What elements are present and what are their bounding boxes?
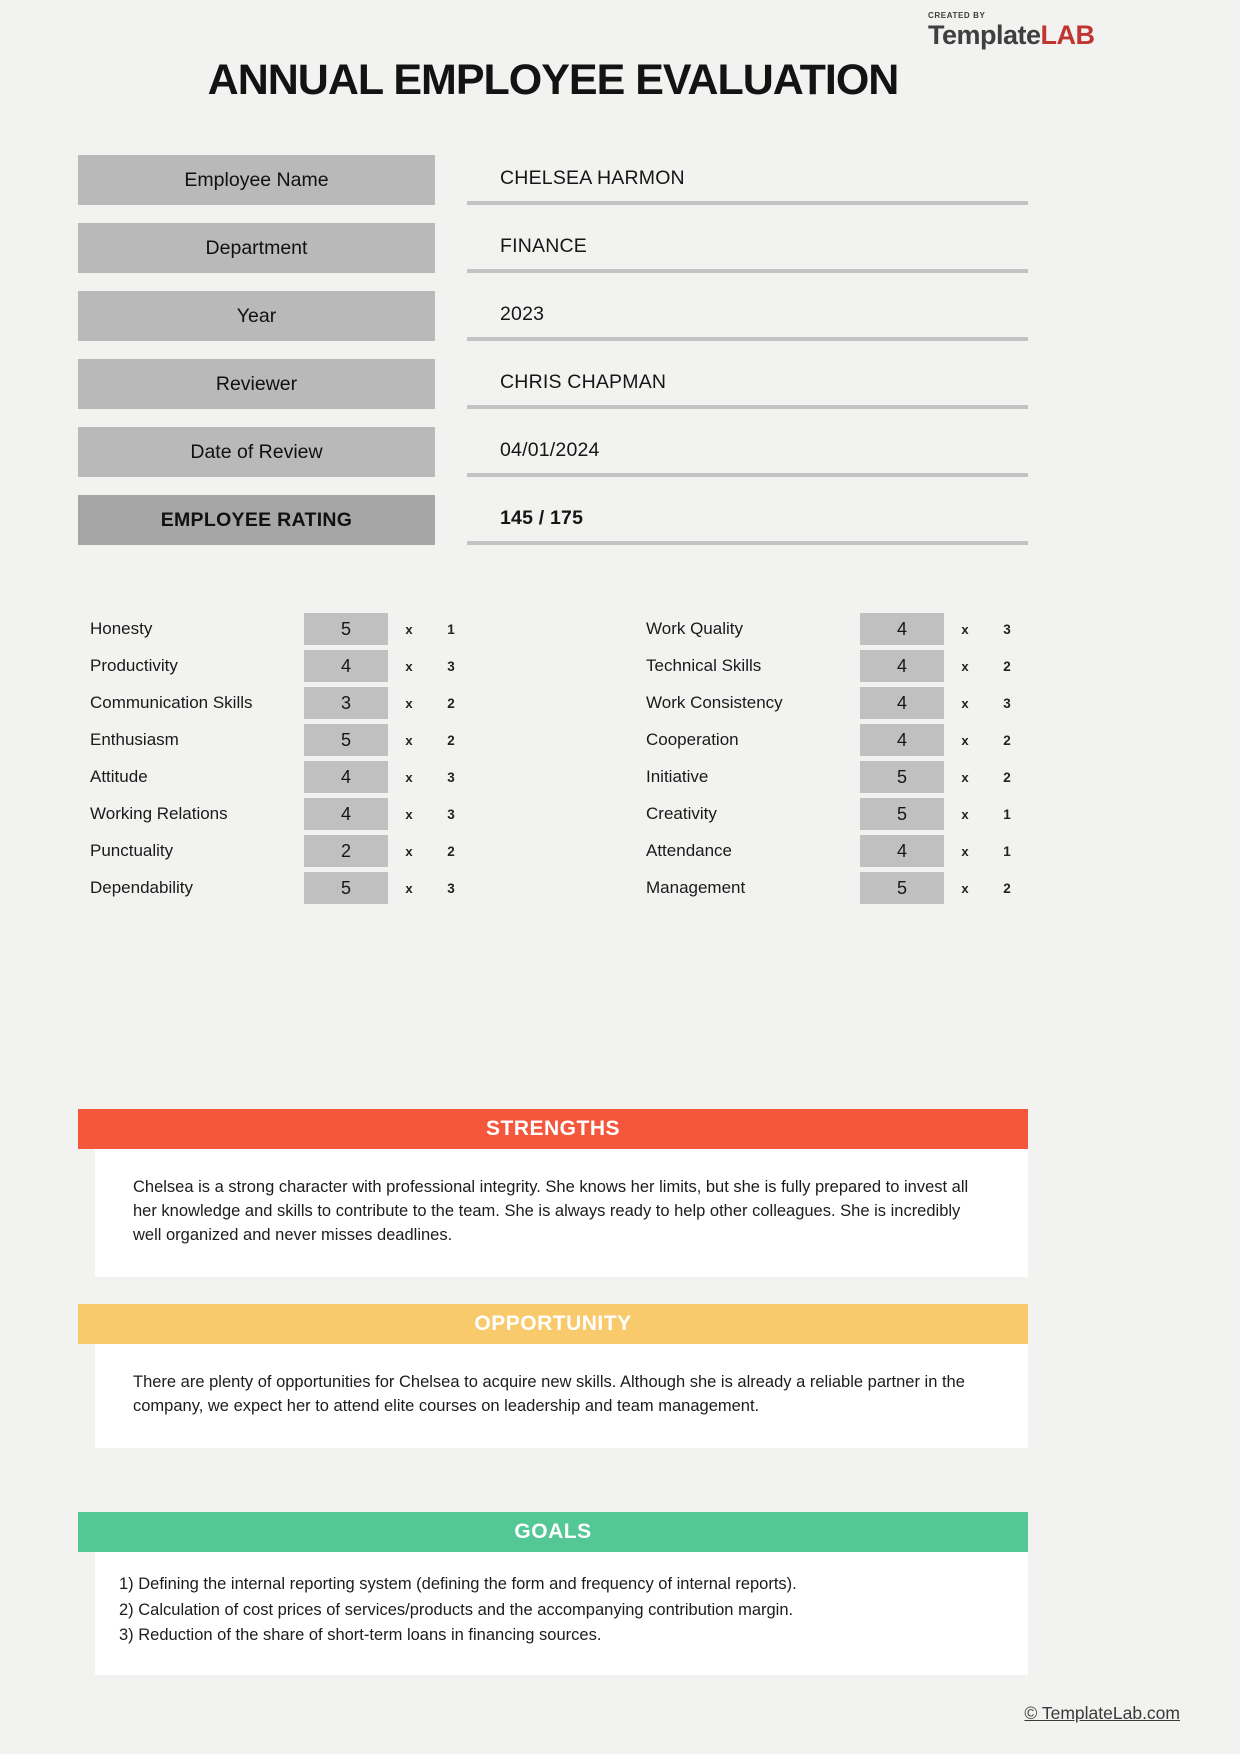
skill-row-attendance bbox=[634, 835, 1028, 867]
skill-row-working-relations bbox=[78, 798, 472, 830]
field-value: 2023 bbox=[467, 291, 1028, 341]
skill-score-box: 5 bbox=[860, 761, 944, 793]
field-label: Employee Name bbox=[78, 155, 435, 205]
skill-name: Management bbox=[646, 878, 746, 897]
multiply-symbol: x bbox=[405, 658, 413, 674]
skill-row-punctuality bbox=[78, 835, 472, 867]
skill-row-dependability bbox=[78, 872, 472, 904]
page-title: ANNUAL EMPLOYEE EVALUATION bbox=[207, 56, 899, 104]
logo-brand-accent: LAB bbox=[1040, 20, 1095, 50]
skill-weight: 1 bbox=[1003, 806, 1011, 822]
multiply-symbol: x bbox=[961, 880, 969, 896]
multiply-symbol: x bbox=[961, 769, 969, 785]
field-row-employee-rating bbox=[78, 495, 1028, 545]
skill-weight: 2 bbox=[1003, 658, 1011, 674]
skill-weight: 2 bbox=[1003, 732, 1011, 748]
skill-row-cooperation bbox=[634, 724, 1028, 756]
skill-name: Technical Skills bbox=[646, 656, 762, 675]
document-page bbox=[78, 0, 1095, 1675]
skill-weight: 3 bbox=[447, 769, 455, 785]
field-value: CHELSEA HARMON bbox=[467, 155, 1028, 205]
skill-row-honesty bbox=[78, 613, 472, 645]
skill-name: Enthusiasm bbox=[90, 730, 179, 749]
multiply-symbol: x bbox=[961, 732, 969, 748]
field-value: FINANCE bbox=[467, 223, 1028, 273]
strengths-text-line: her knowledge and skills to contribute to the team. She is always ready to help other colleagues. She is incredibly bbox=[133, 1202, 961, 1220]
skill-score-box: 3 bbox=[304, 687, 388, 719]
goal-item: 1) Defining the internal reporting system (defining the form and frequency of internal reports). bbox=[119, 1575, 797, 1593]
skill-weight: 3 bbox=[447, 880, 455, 896]
multiply-symbol: x bbox=[961, 658, 969, 674]
skill-row-productivity bbox=[78, 650, 472, 682]
templatelab-footer-link[interactable]: © TemplateLab.com bbox=[1024, 1703, 1180, 1723]
skill-name: Dependability bbox=[90, 878, 194, 897]
skill-row-communication-skills bbox=[78, 687, 472, 719]
skill-name: Punctuality bbox=[90, 841, 174, 860]
skill-score-box: 4 bbox=[860, 650, 944, 682]
skill-row-enthusiasm bbox=[78, 724, 472, 756]
multiply-symbol: x bbox=[961, 806, 969, 822]
opportunity-text-line: There are plenty of opportunities for Chelsea to acquire new skills. Although she is already a reliable partner in the bbox=[133, 1373, 965, 1391]
skill-score-box: 4 bbox=[304, 650, 388, 682]
strengths-section bbox=[78, 1109, 1028, 1277]
skill-weight: 3 bbox=[1003, 621, 1011, 637]
opportunity-text bbox=[95, 1344, 1028, 1448]
skill-weight: 3 bbox=[447, 806, 455, 822]
skill-name: Cooperation bbox=[646, 730, 739, 749]
skill-row-work-quality bbox=[634, 613, 1028, 645]
skill-name: Initiative bbox=[646, 767, 709, 786]
skill-weight: 1 bbox=[447, 621, 455, 637]
skill-score-box: 5 bbox=[304, 613, 388, 645]
field-row-reviewer bbox=[78, 359, 1028, 409]
skill-weight: 2 bbox=[1003, 769, 1011, 785]
skill-weight: 3 bbox=[1003, 695, 1011, 711]
field-row-date-of-review bbox=[78, 427, 1028, 477]
skill-name: Communication Skills bbox=[90, 693, 253, 712]
skill-weight: 2 bbox=[1003, 880, 1011, 896]
skill-row-initiative bbox=[634, 761, 1028, 793]
skill-row-management bbox=[634, 872, 1028, 904]
skill-weight: 2 bbox=[447, 843, 455, 859]
field-value: 04/01/2024 bbox=[467, 427, 1028, 477]
skill-weight: 1 bbox=[1003, 843, 1011, 859]
skill-name: Work Consistency bbox=[646, 693, 783, 712]
field-row-year bbox=[78, 291, 1028, 341]
skill-name: Attitude bbox=[90, 767, 148, 786]
skill-row-creativity bbox=[634, 798, 1028, 830]
field-label: Department bbox=[78, 223, 435, 273]
skill-name: Honesty bbox=[90, 619, 153, 638]
skill-score-box: 5 bbox=[860, 798, 944, 830]
field-label: Reviewer bbox=[78, 359, 435, 409]
templatelab-logo bbox=[928, 12, 1095, 49]
skill-name: Work Quality bbox=[646, 619, 743, 638]
skill-weight: 2 bbox=[447, 732, 455, 748]
strengths-text-line: Chelsea is a strong character with professional integrity. She knows her limits, but she is fully prepared to invest all bbox=[133, 1178, 969, 1196]
skills-column-right bbox=[634, 613, 1028, 904]
strengths-header: STRENGTHS bbox=[78, 1109, 1028, 1149]
goal-item: 2) Calculation of cost prices of services/products and the accompanying contribution margin. bbox=[119, 1600, 794, 1619]
field-row-employee-name bbox=[78, 155, 1028, 205]
field-value: CHRIS CHAPMAN bbox=[467, 359, 1028, 409]
employee-info-form bbox=[78, 155, 1028, 545]
goals-section bbox=[78, 1512, 1028, 1675]
skill-score-box: 4 bbox=[304, 798, 388, 830]
skill-name: Working Relations bbox=[90, 804, 228, 823]
skill-name: Creativity bbox=[646, 804, 717, 823]
logo-created-by-text: CREATED BY bbox=[928, 11, 986, 20]
skill-score-box: 5 bbox=[304, 724, 388, 756]
skill-weight: 2 bbox=[447, 695, 455, 711]
opportunity-section bbox=[78, 1304, 1028, 1448]
logo-brand-primary: Template bbox=[928, 20, 1041, 50]
field-label: EMPLOYEE RATING bbox=[78, 495, 435, 545]
skill-score-box: 4 bbox=[304, 761, 388, 793]
skill-score-box: 4 bbox=[860, 724, 944, 756]
skill-score-box: 4 bbox=[860, 835, 944, 867]
multiply-symbol: x bbox=[961, 843, 969, 859]
field-value: 145 / 175 bbox=[467, 495, 1028, 545]
skills-column-left bbox=[78, 613, 472, 904]
skill-name: Productivity bbox=[90, 656, 178, 675]
multiply-symbol: x bbox=[961, 621, 969, 637]
opportunity-text-line: company, we expect her to attend elite courses on leadership and team management. bbox=[133, 1397, 760, 1415]
skill-score-box: 4 bbox=[860, 613, 944, 645]
goals-list bbox=[95, 1552, 1028, 1675]
strengths-text-line: well organized and never misses deadlines. bbox=[133, 1226, 453, 1244]
multiply-symbol: x bbox=[405, 843, 413, 859]
skill-score-box: 5 bbox=[860, 872, 944, 904]
strengths-text bbox=[95, 1149, 1028, 1277]
multiply-symbol: x bbox=[405, 621, 413, 637]
field-label: Date of Review bbox=[78, 427, 435, 477]
field-row-department bbox=[78, 223, 1028, 273]
skills-rating-table bbox=[78, 613, 1028, 904]
multiply-symbol: x bbox=[405, 695, 413, 711]
multiply-symbol: x bbox=[405, 769, 413, 785]
field-label: Year bbox=[78, 291, 435, 341]
goal-item: 3) Reduction of the share of short-term loans in financing sources. bbox=[119, 1626, 602, 1644]
multiply-symbol: x bbox=[405, 880, 413, 896]
skill-score-box: 5 bbox=[304, 872, 388, 904]
multiply-symbol: x bbox=[961, 695, 969, 711]
skill-row-attitude bbox=[78, 761, 472, 793]
multiply-symbol: x bbox=[405, 806, 413, 822]
skill-name: Attendance bbox=[646, 841, 733, 860]
skill-score-box: 2 bbox=[304, 835, 388, 867]
skill-row-work-consistency bbox=[634, 687, 1028, 719]
opportunity-header: OPPORTUNITY bbox=[78, 1304, 1028, 1344]
multiply-symbol: x bbox=[405, 732, 413, 748]
skill-score-box: 4 bbox=[860, 687, 944, 719]
goals-header: GOALS bbox=[78, 1512, 1028, 1552]
skill-row-technical-skills bbox=[634, 650, 1028, 682]
logo-brand-text bbox=[928, 22, 1095, 49]
skill-weight: 3 bbox=[447, 658, 455, 674]
